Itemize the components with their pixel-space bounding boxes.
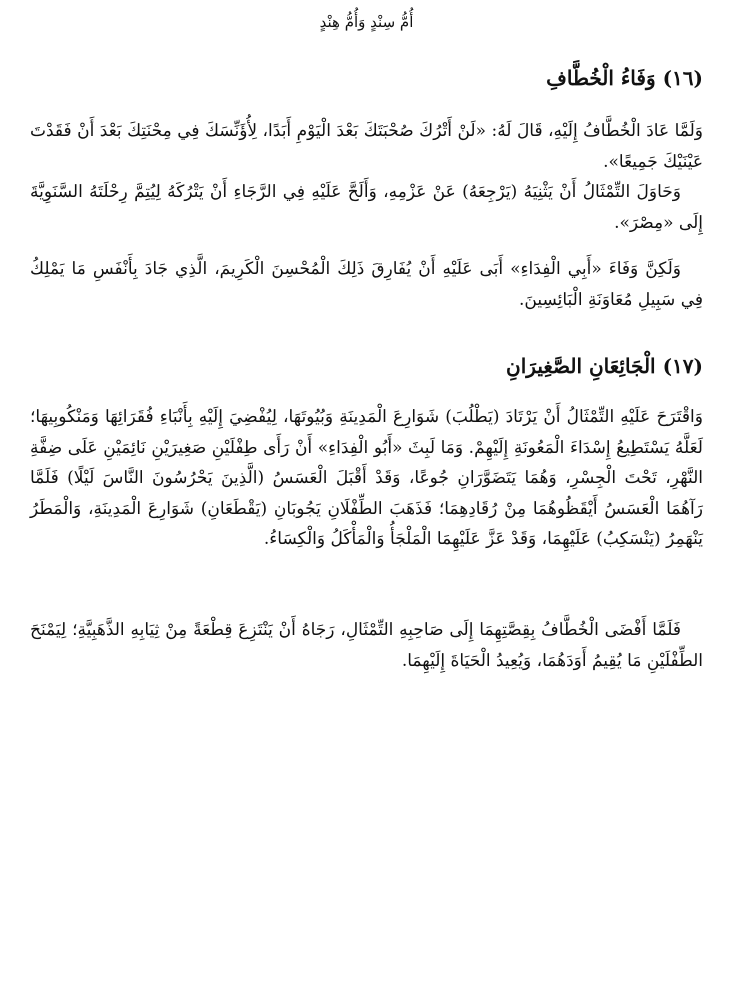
section-16-paragraph-2: وَحَاوَلَ التِّمْثَالُ أَنْ يَثْنِيَهُ (يَرْجِعَهُ) عَنْ عَزْمِهِ، وَأَلَحَّ عَلَيْهِ فِي الرَّجَاءِ أَنْ يَتْرُكَهُ لِيُتِمَّ رِحْلَتَهُ السَّنَوِيَّةَ إِلَى «مِصْرَ». [30, 182, 703, 233]
section-17-paragraph-1: وَاقْتَرَحَ عَلَيْهِ التِّمْثَالُ أَنْ يَرْتَادَ (يَطْلُبَ) شَوَارِعَ الْمَدِينَةِ وَبُيُوتَهَا، لِيُفْضِيَ إِلَيْهِ بِأَنْبَاءِ فُقَرَائِهَا وَمَنْكُوبِيهَا؛ لَعَلَّهُ يَسْتَطِيعُ إِسْدَاءَ الْمَعُونَةِ إِلَيْهِمْ. وَمَا لَبِثَ «أَبُو الْفِدَاءِ» أَنْ رَأَى طِفْلَيْنِ صَغِيرَيْنِ نَائِمَيْنِ عَلَى ضِفَّةِ النَّهْرِ، تَحْتَ الْجِسْرِ، وَهُمَا يَتَضَوَّرَانِ جُوعًا، وَقَدْ أَقْبَلَ الْعَسَسُ (الَّذِينَ يَحْرُسُونَ النَّاسَ لَيْلًا) فَلَمَّا رَآهُمَا الْعَسَسُ أَيْقَظُوهُمَا مِنْ رُقَادِهِمَا؛ فَذَهَبَ الطِّفْلَانِ يَجُوبَانِ (يَقْطَعَانِ) شَوَارِعَ الْمَدِينَةِ، وَالْمَطَرُ يَنْهَمِرُ (يَنْسَكِبُ) عَلَيْهِمَا، وَقَدْ عَزَّ عَلَيْهِمَا الْمَلْجَأُ وَالْمَأْكَلُ وَالْكِسَاءُ. [30, 407, 703, 549]
section-16-title: (١٦) وَفَاءُ الْخُطَّافِ [546, 66, 703, 90]
section-17-title: (١٧) الْجَائِعَانِ الصَّغِيرَانِ [506, 354, 703, 378]
section-17-paragraph-2: فَلَمَّا أَفْضَى الْخُطَّافُ بِقِصَّتِهِمَا إِلَى صَاحِبِهِ التِّمْثَالِ، رَجَاهُ أَنْ يَنْتَزِعَ قِطْعَةً مِنْ ثِيَابِهِ الذَّهَبِيَّةِ؛ لِيَمْنَحَ الطِّفْلَيْنِ مَا يُقِيمُ أَوَدَهُمَا، وَيُعِيدُ الْحَيَاةَ إِلَيْهِمَا. [30, 620, 703, 671]
section-16-paragraph-1: وَلَمَّا عَادَ الْخُطَّافُ إِلَيْهِ، قَالَ لَهُ: «لَنْ أَتْرُكَ صُحْبَتَكَ بَعْدَ الْيَوْمِ أَبَدًا، لِأُؤَنِّسَكَ فِي مِحْنَتِكَ بَعْدَ أَنْ فَقَدْتَ عَيْنَيْكَ جَمِيعًا». [30, 121, 703, 172]
section-16-paragraph-3: وَلَكِنَّ وَفَاءَ «أَبِي الْفِدَاءِ» أَبَى عَلَيْهِ أَنْ يُفَارِقَ ذَلِكَ الْمُحْسِنَ الْكَرِيمَ، الَّذِي جَادَ بِأَنْفَسِ مَا يَمْلِكُ فِي سَبِيلِ مُعَاوَنَةِ الْبَائِسِينَ. [30, 259, 703, 310]
running-header: أُمُّ سِنْدٍ وَأُمُّ هِنْدٍ [319, 13, 414, 31]
